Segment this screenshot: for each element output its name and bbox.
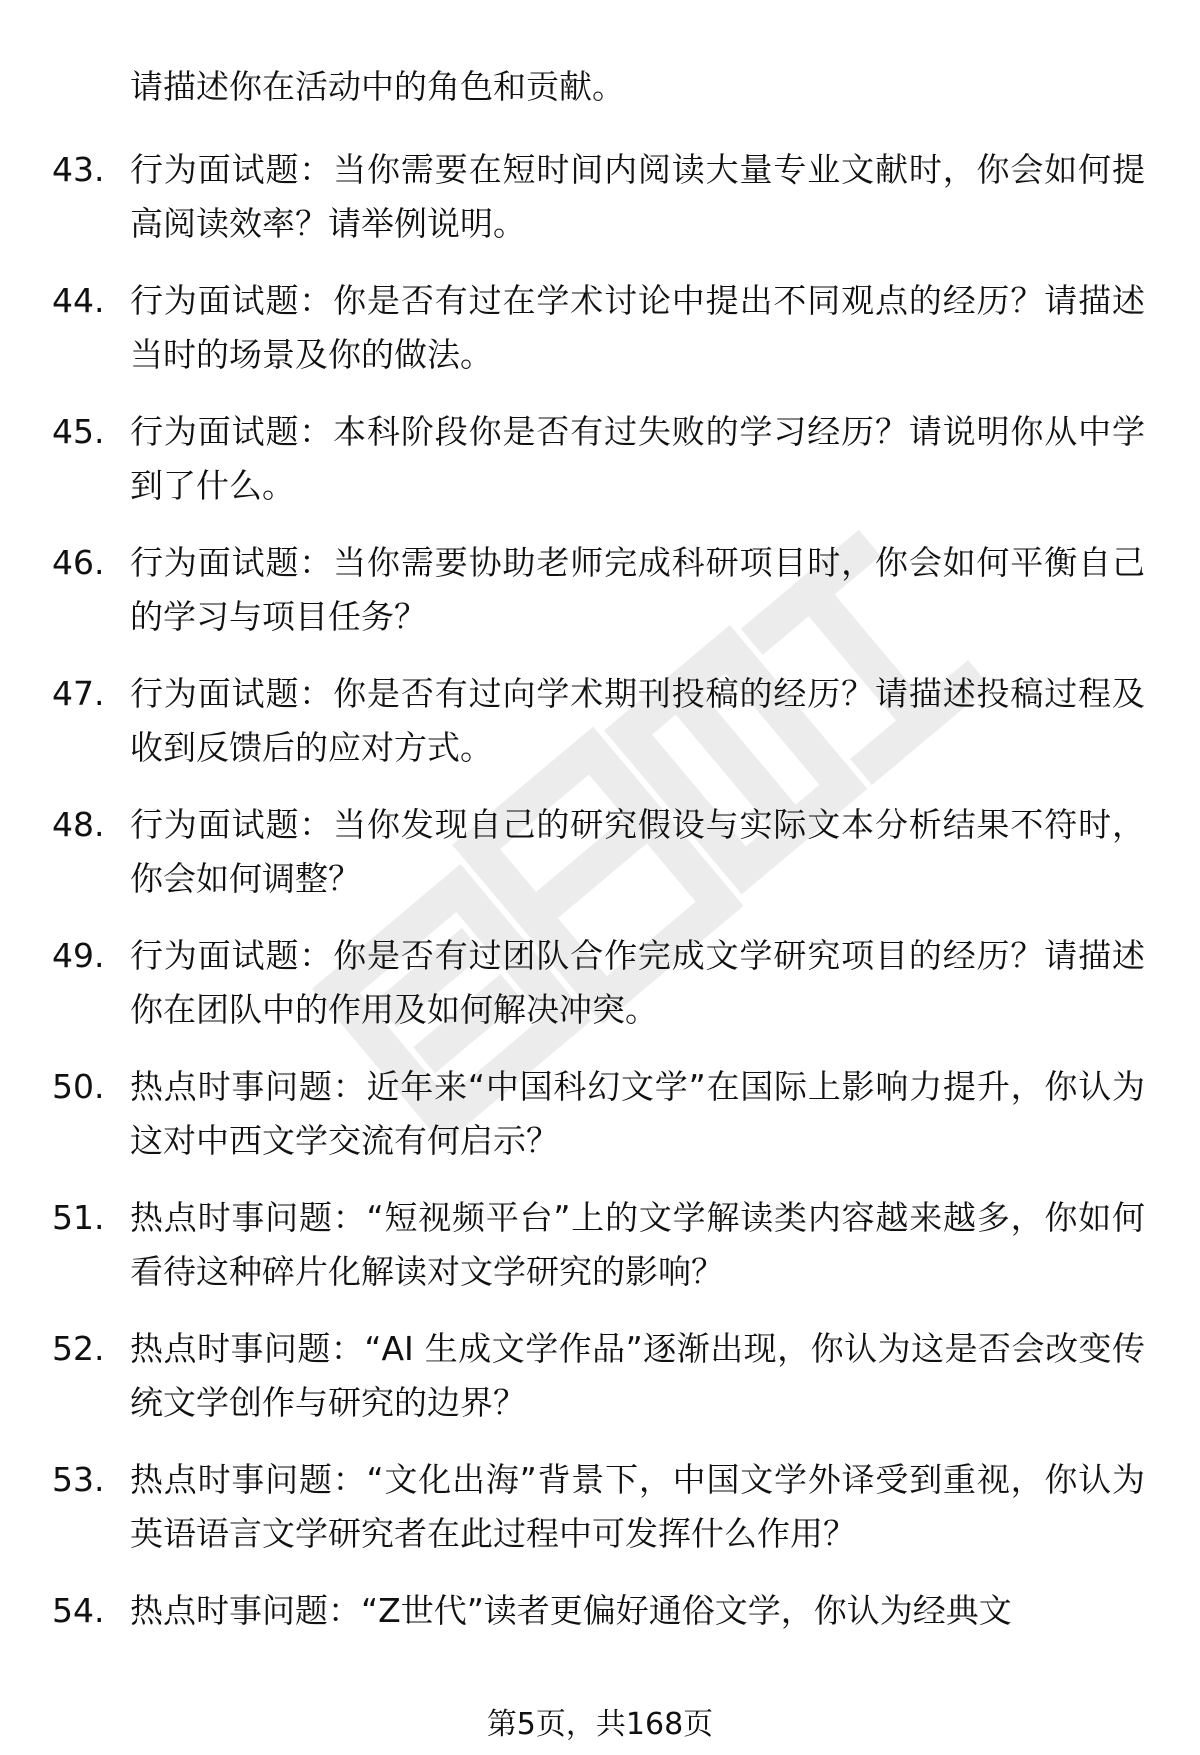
question-text: 行为面试题：你是否有过团队合作完成文学研究项目的经历？请描述你在团队中的作用及如何解决冲突。 (130, 936, 1145, 1029)
question-number: 52. (52, 1329, 105, 1368)
list-item (0, 798, 1200, 929)
question-number: 48. (52, 805, 105, 844)
question-text: 热点时事问题：“文化出海”背景下，中国文学外译受到重视，你认为英语语言文学研究者在此过程中可发挥什么作用？ (130, 1460, 1145, 1553)
question-text: 热点时事问题：“Z世代”读者更偏好通俗文学，你认为经典文 (130, 1591, 1012, 1630)
question-number: 49. (52, 936, 105, 975)
list-item (0, 536, 1200, 667)
continued-question-text: 请描述你在活动中的角色和贡献。 (130, 67, 625, 106)
list-item (0, 1060, 1200, 1191)
question-number: 54. (52, 1591, 105, 1630)
page-footer: 第5页，共168页 (486, 1707, 714, 1742)
question-text: 热点时事问题：“AI 生成文学作品”逐渐出现，你认为这是否会改变传统文学创作与研究的边界？ (130, 1329, 1145, 1422)
question-text: 热点时事问题：“短视频平台”上的文学解读类内容越来越多，你如何看待这种碎片化解读对文学研究的影响？ (130, 1198, 1145, 1291)
list-item (0, 1584, 1200, 1715)
list-item (0, 143, 1200, 274)
list-item (0, 1322, 1200, 1453)
list-item (0, 667, 1200, 798)
list-item (0, 1191, 1200, 1322)
question-text: 热点时事问题：近年来“中国科幻文学”在国际上影响力提升，你认为这对中西文学交流有何启示？ (130, 1067, 1145, 1160)
question-text: 行为面试题：你是否有过向学术期刊投稿的经历？请描述投稿过程及收到反馈后的应对方式。 (130, 674, 1145, 767)
question-text: 行为面试题：当你发现自己的研究假设与实际文本分析结果不符时，你会如何调整？ (130, 805, 1145, 898)
question-number: 51. (52, 1198, 105, 1237)
question-text: 行为面试题：当你需要在短时间内阅读大量专业文献时，你会如何提高阅读效率？请举例说明。 (130, 150, 1145, 243)
question-text: 行为面试题：当你需要协助老师完成科研项目时，你会如何平衡自己的学习与项目任务？ (130, 543, 1145, 636)
question-number: 47. (52, 674, 105, 713)
question-number: 50. (52, 1067, 105, 1106)
list-item (0, 1453, 1200, 1584)
list-item (0, 274, 1200, 405)
question-number: 44. (52, 281, 105, 320)
question-list (0, 143, 1200, 1715)
question-number: 45. (52, 412, 105, 451)
list-item (0, 929, 1200, 1060)
question-text: 行为面试题：本科阶段你是否有过失败的学习经历？请说明你从中学到了什么。 (130, 412, 1145, 505)
question-text: 行为面试题：你是否有过在学术讨论中提出不同观点的经历？请描述当时的场景及你的做法。 (130, 281, 1145, 374)
list-item (0, 405, 1200, 536)
question-number: 43. (52, 150, 105, 189)
question-number: 46. (52, 543, 105, 582)
question-number: 53. (52, 1460, 105, 1499)
